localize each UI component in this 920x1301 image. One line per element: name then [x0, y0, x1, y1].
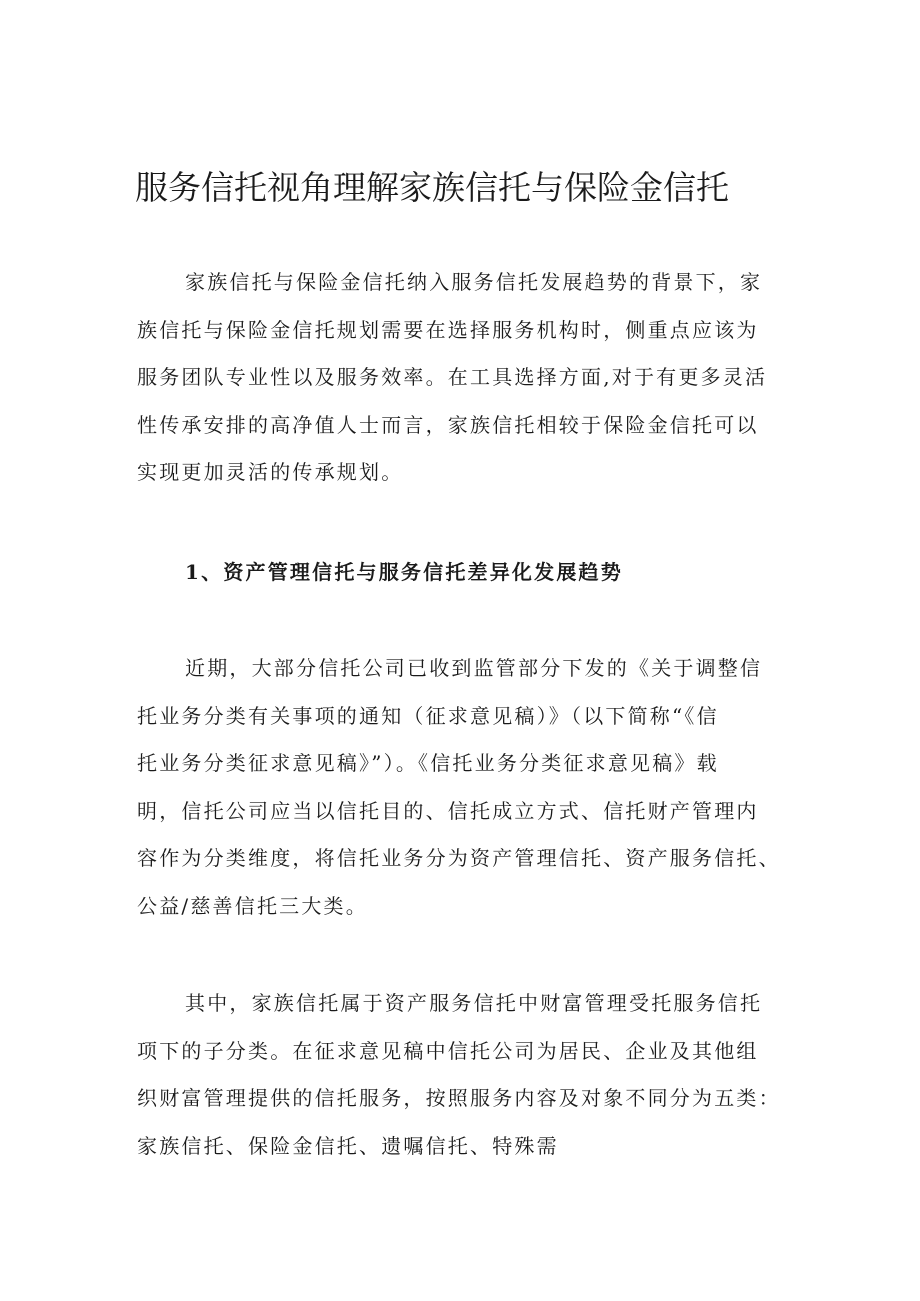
paragraph-line: 家族信托与保险金信托纳入服务信托发展趋势的背景下，家: [185, 270, 763, 294]
section-heading: 1、资产管理信托与服务信托差异化发展趋势: [185, 560, 623, 584]
paragraph-line: 托业务分类征求意见稿》”）。《信托业务分类征求意见稿》载: [137, 751, 719, 775]
paragraph-regulation: [137, 645, 797, 930]
paragraph-line: 容作为分类维度，将信托业务分为资产管理信托、资产服务信托、: [137, 846, 781, 870]
document-title: 服务信托视角理解家族信托与保险金信托: [135, 168, 729, 207]
paragraph-line: 近期，大部分信托公司已收到监管部分下发的《关于调整信: [185, 656, 763, 680]
paragraph-line: 织财富管理提供的信托服务，按照服务内容及对象不同分为五类：: [137, 1086, 781, 1110]
paragraph-line: 公益/慈善信托三大类。: [137, 893, 368, 918]
paragraph-line: 其中，家族信托属于资产服务信托中财富管理受托服务信托: [185, 991, 763, 1015]
paragraph-line: 明，信托公司应当以信托目的、信托成立方式、信托财产管理内: [137, 798, 759, 823]
paragraph-intro: [137, 259, 797, 497]
paragraph-classification: [137, 980, 797, 1170]
paragraph-line: 服务团队专业性以及服务效率。在工具选择方面,对于有更多灵活: [137, 365, 768, 389]
paragraph-line: 项下的子分类。在征求意见稿中信托公司为居民、企业及其他组: [137, 1038, 759, 1063]
paragraph-line: 实现更加灵活的传承规划。: [137, 460, 404, 484]
paragraph-line: 族信托与保险金信托规划需要在选择服务机构时，侧重点应该为: [137, 317, 759, 342]
paragraph-line: 家族信托、保险金信托、遗嘱信托、特殊需: [137, 1133, 559, 1158]
paragraph-line: 托业务分类有关事项的通知（征求意见稿）》（以下简称“《信: [137, 703, 719, 728]
paragraph-line: 性传承安排的高净值人士而言，家族信托相较于保险金信托可以: [137, 412, 759, 437]
